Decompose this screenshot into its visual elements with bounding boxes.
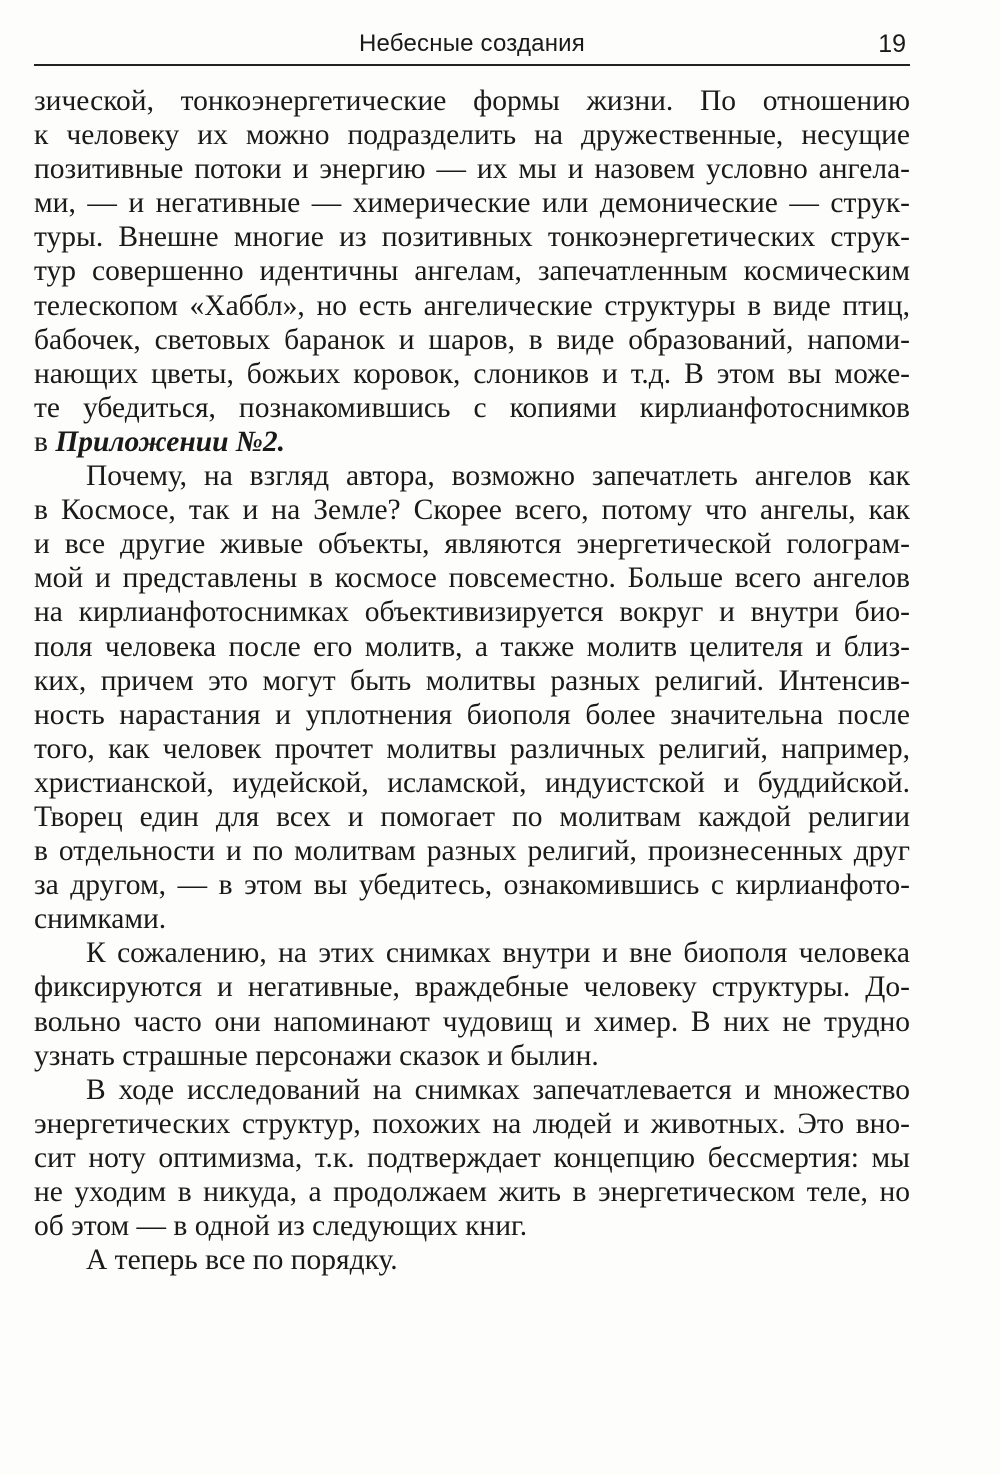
- text-line: А теперь все по порядку.: [86, 1244, 398, 1277]
- text-line: сит ноту оптимизма, т.к. подтверждает концепцию бессмертия: мы: [34, 1141, 910, 1174]
- text-line: на кирлианфотоснимках объективизируется вокруг и внутри био-: [34, 596, 910, 629]
- text-line: поля человека после его молитв, а также молитв целителя и близ-: [34, 630, 910, 663]
- body-text: [34, 84, 910, 1277]
- text-line: христианской, иудейской, исламской, индуистской и буддийской.: [34, 766, 910, 799]
- text-line: ми, — и негативные — химерические или демонические — струк-: [34, 187, 910, 220]
- text-line: [34, 425, 910, 459]
- text-line: В ходе исследований на снимках запечатлевается и множество: [86, 1073, 910, 1106]
- text-line: ких, причем это могут быть молитвы разных религий. Интенсив-: [34, 664, 910, 697]
- text-line: в Космосе, так и на Земле? Скорее всего, потому что ангелы, как: [34, 494, 910, 527]
- text-line: за другом, — в этом вы убедитесь, ознакомившись с кирлианфото-: [34, 869, 910, 902]
- text-line: зической, тонкоэнергетические формы жизни. По отношению: [34, 85, 910, 117]
- text-line: те убедиться, познакомившись с копиями кирлианфотоснимков: [34, 391, 910, 424]
- text-line: позитивные потоки и энергию — их мы и назовем условно ангела-: [34, 153, 910, 186]
- text-line: в отдельности и по молитвам разных религий, произнесенных друг: [34, 835, 910, 868]
- text-line: энергетических структур, похожих на людей и животных. Это вно-: [34, 1107, 910, 1140]
- running-title: Небесные создания: [359, 30, 585, 57]
- appendix-reference: Приложении №2.: [55, 425, 286, 458]
- text-line: мой и представлены в космосе повсеместно. Больше всего ангелов: [34, 562, 910, 595]
- text-line: бабочек, световых баранок и шаров, в виде образований, напоми-: [34, 323, 910, 356]
- text-line: туры. Внешне многие из позитивных тонкоэнергетических струк-: [34, 221, 910, 254]
- text-line: Творец един для всех и помогает по молитвам каждой религии: [34, 800, 910, 833]
- page-number: 19: [878, 30, 906, 58]
- text-fragment: в: [34, 425, 56, 458]
- text-line: ность нарастания и уплотнения биополя более значительна после: [34, 698, 910, 731]
- text-line: вольно часто они напоминают чудовищ и химер. В них не трудно: [34, 1005, 910, 1038]
- text-line: Почему, на взгляд автора, возможно запечатлеть ангелов как: [86, 460, 910, 493]
- text-line: не уходим в никуда, а продолжаем жить в энергетическом теле, но: [34, 1176, 910, 1208]
- text-line: К сожалению, на этих снимках внутри и вне биополя человека: [86, 937, 910, 970]
- text-line: того, как человек прочтет молитвы различных религий, например,: [34, 732, 910, 765]
- text-line: нающих цветы, божьих коровок, слоников и т.д. В этом вы може-: [34, 357, 910, 390]
- running-header: [34, 28, 910, 66]
- text-line: фиксируются и негативные, враждебные человеку структуры. До-: [34, 971, 910, 1004]
- text-line: об этом — в одной из следующих книг.: [34, 1210, 528, 1243]
- text-line: к человеку их можно подразделить на дружественные, несущие: [34, 119, 910, 152]
- text-line: и все другие живые объекты, являются энергетической голограм-: [34, 528, 910, 561]
- text-line: телескопом «Хаббл», но есть ангелические структуры в виде птиц,: [34, 289, 910, 322]
- text-line: узнать страшные персонажи сказок и былин.: [34, 1039, 599, 1072]
- text-line: снимками.: [34, 903, 167, 936]
- text-line: тур совершенно идентичны ангелам, запечатленным космическим: [34, 255, 910, 288]
